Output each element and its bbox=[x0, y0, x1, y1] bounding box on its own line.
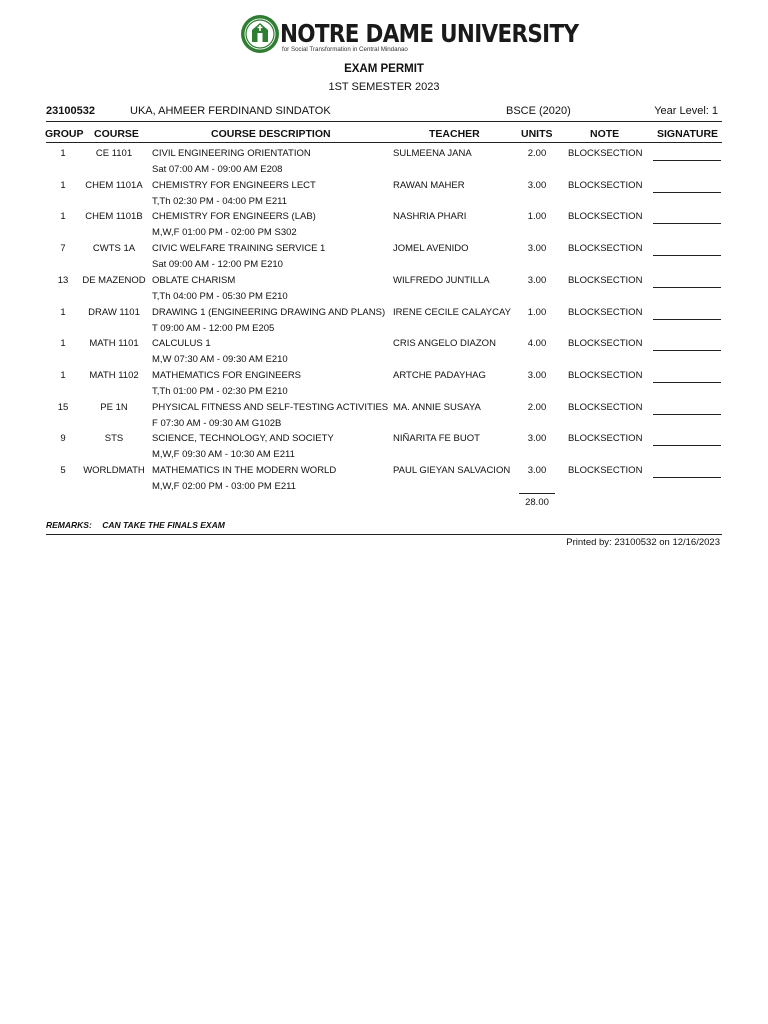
row-description: CIVIC WELFARE TRAINING SERVICE 1 bbox=[152, 243, 326, 254]
university-tagline: for Social Transformation in Central Mindanao bbox=[282, 46, 408, 53]
row-teacher: JOMEL AVENIDO bbox=[393, 243, 469, 254]
student-name: UKA, AHMEER FERDINAND SINDATOK bbox=[130, 105, 331, 117]
row-description: CIVIL ENGINEERING ORIENTATION bbox=[152, 148, 311, 159]
row-group: 9 bbox=[60, 433, 66, 444]
divider-top bbox=[46, 121, 722, 122]
row-note: BLOCKSECTION bbox=[568, 211, 643, 222]
column-note: NOTE bbox=[590, 128, 620, 140]
row-units: 4.00 bbox=[527, 338, 547, 349]
row-teacher: SULMEENA JANA bbox=[393, 148, 472, 159]
student-id: 23100532 bbox=[46, 105, 95, 117]
row-schedule: Sat 09:00 AM - 12:00 PM E210 bbox=[152, 259, 283, 270]
remarks-label: REMARKS: bbox=[46, 520, 92, 530]
row-units: 3.00 bbox=[527, 180, 547, 191]
row-description: PHYSICAL FITNESS AND SELF-TESTING ACTIVITIES bbox=[152, 402, 389, 413]
row-teacher: NASHRIA PHARI bbox=[393, 211, 467, 222]
row-description: CHEMISTRY FOR ENGINEERS LECT bbox=[152, 180, 316, 191]
row-course: DE MAZENOD bbox=[82, 275, 146, 286]
signature-line[interactable] bbox=[653, 192, 721, 193]
row-course: CHEM 1101B bbox=[85, 211, 143, 222]
row-schedule: T,Th 04:00 PM - 05:30 PM E210 bbox=[152, 291, 288, 302]
semester-label: 1ST SEMESTER 2023 bbox=[328, 81, 440, 93]
row-schedule: M,W,F 09:30 AM - 10:30 AM E211 bbox=[152, 449, 295, 460]
row-units: 3.00 bbox=[527, 465, 547, 476]
column-group: GROUP bbox=[45, 128, 84, 140]
signature-line[interactable] bbox=[653, 382, 721, 383]
row-note: BLOCKSECTION bbox=[568, 370, 643, 381]
row-description: CALCULUS 1 bbox=[152, 338, 211, 349]
divider-bottom bbox=[46, 534, 722, 535]
column-teacher: TEACHER bbox=[429, 128, 480, 140]
row-note: BLOCKSECTION bbox=[568, 338, 643, 349]
remarks-text: CAN TAKE THE FINALS EXAM bbox=[102, 520, 225, 530]
row-group: 7 bbox=[60, 243, 66, 254]
row-units: 3.00 bbox=[527, 243, 547, 254]
row-note: BLOCKSECTION bbox=[568, 307, 643, 318]
column-signature: SIGNATURE bbox=[657, 128, 719, 140]
row-schedule: T 09:00 AM - 12:00 PM E205 bbox=[152, 323, 275, 334]
row-note: BLOCKSECTION bbox=[568, 180, 643, 191]
row-note: BLOCKSECTION bbox=[568, 433, 643, 444]
row-units: 1.00 bbox=[527, 307, 547, 318]
row-teacher: MA. ANNIE SUSAYA bbox=[393, 402, 481, 413]
signature-line[interactable] bbox=[653, 160, 721, 161]
row-course: DRAW 1101 bbox=[88, 307, 140, 318]
total-units: 28.00 bbox=[525, 497, 549, 508]
row-note: BLOCKSECTION bbox=[568, 465, 643, 476]
row-group: 5 bbox=[60, 465, 66, 476]
row-group: 1 bbox=[60, 338, 66, 349]
row-teacher: NIÑARITA FE BUOT bbox=[393, 433, 480, 444]
university-logo bbox=[240, 14, 579, 58]
row-teacher: WILFREDO JUNTILLA bbox=[393, 275, 490, 286]
signature-line[interactable] bbox=[653, 319, 721, 320]
row-teacher: ARTCHE PADAYHAG bbox=[393, 370, 486, 381]
signature-line[interactable] bbox=[653, 414, 721, 415]
column-course: COURSE bbox=[94, 128, 139, 140]
row-note: BLOCKSECTION bbox=[568, 243, 643, 254]
row-units: 2.00 bbox=[527, 402, 547, 413]
row-schedule: M,W 07:30 AM - 09:30 AM E210 bbox=[152, 354, 288, 365]
row-teacher: RAWAN MAHER bbox=[393, 180, 465, 191]
row-units: 3.00 bbox=[527, 433, 547, 444]
row-description: OBLATE CHARISM bbox=[152, 275, 236, 286]
student-info bbox=[46, 105, 722, 121]
row-group: 1 bbox=[60, 370, 66, 381]
year-level: Year Level: 1 bbox=[654, 105, 718, 117]
signature-line[interactable] bbox=[653, 287, 721, 288]
row-course: MATH 1101 bbox=[89, 338, 139, 349]
signature-line[interactable] bbox=[653, 350, 721, 351]
row-schedule: Sat 07:00 AM - 09:00 AM E208 bbox=[152, 164, 283, 175]
row-description: CHEMISTRY FOR ENGINEERS (LAB) bbox=[152, 211, 316, 222]
university-seal-icon bbox=[240, 14, 280, 54]
row-description: DRAWING 1 (ENGINEERING DRAWING AND PLANS) bbox=[152, 307, 386, 318]
signature-line[interactable] bbox=[653, 223, 721, 224]
row-description: SCIENCE, TECHNOLOGY, AND SOCIETY bbox=[152, 433, 334, 444]
university-name: NOTRE DAME UNIVERSITY bbox=[280, 19, 579, 48]
row-course: CHEM 1101A bbox=[85, 180, 143, 191]
signature-line[interactable] bbox=[653, 477, 721, 478]
signature-line[interactable] bbox=[653, 445, 721, 446]
row-note: BLOCKSECTION bbox=[568, 402, 643, 413]
row-course: PE 1N bbox=[100, 402, 128, 413]
row-course: CE 1101 bbox=[95, 148, 133, 159]
row-schedule: F 07:30 AM - 09:30 AM G102B bbox=[152, 418, 282, 429]
row-group: 1 bbox=[60, 211, 66, 222]
row-group: 15 bbox=[57, 402, 69, 413]
row-note: BLOCKSECTION bbox=[568, 275, 643, 286]
remarks bbox=[46, 520, 225, 530]
row-group: 1 bbox=[60, 307, 66, 318]
row-units: 1.00 bbox=[527, 211, 547, 222]
document-title: EXAM PERMIT bbox=[344, 63, 424, 75]
row-group: 13 bbox=[57, 275, 69, 286]
row-schedule: M,W,F 01:00 PM - 02:00 PM S302 bbox=[152, 227, 297, 238]
total-rule bbox=[519, 493, 555, 494]
signature-line[interactable] bbox=[653, 255, 721, 256]
row-group: 1 bbox=[60, 180, 66, 191]
row-course: CWTS 1A bbox=[92, 243, 136, 254]
row-course: MATH 1102 bbox=[89, 370, 139, 381]
column-description: COURSE DESCRIPTION bbox=[211, 128, 331, 140]
divider-header bbox=[46, 142, 722, 143]
row-schedule: M,W,F 02:00 PM - 03:00 PM E211 bbox=[152, 481, 296, 492]
row-note: BLOCKSECTION bbox=[568, 148, 643, 159]
row-group: 1 bbox=[60, 148, 66, 159]
row-course: STS bbox=[104, 433, 124, 444]
student-program: BSCE (2020) bbox=[506, 105, 571, 117]
row-teacher: IRENE CECILE CALAYCAY bbox=[393, 307, 511, 318]
row-schedule: T,Th 01:00 PM - 02:30 PM E210 bbox=[152, 386, 288, 397]
row-teacher: CRIS ANGELO DIAZON bbox=[393, 338, 496, 349]
row-units: 3.00 bbox=[527, 275, 547, 286]
row-units: 3.00 bbox=[527, 370, 547, 381]
row-units: 2.00 bbox=[527, 148, 547, 159]
row-description: MATHEMATICS FOR ENGINEERS bbox=[152, 370, 302, 381]
printed-by: Printed by: 23100532 on 12/16/2023 bbox=[566, 537, 720, 548]
row-schedule: T,Th 02:30 PM - 04:00 PM E211 bbox=[152, 196, 288, 207]
row-teacher: PAUL GIEYAN SALVACION bbox=[393, 465, 511, 476]
column-units: UNITS bbox=[521, 128, 553, 140]
row-course: WORLDMATH bbox=[83, 465, 145, 476]
row-description: MATHEMATICS IN THE MODERN WORLD bbox=[152, 465, 337, 476]
